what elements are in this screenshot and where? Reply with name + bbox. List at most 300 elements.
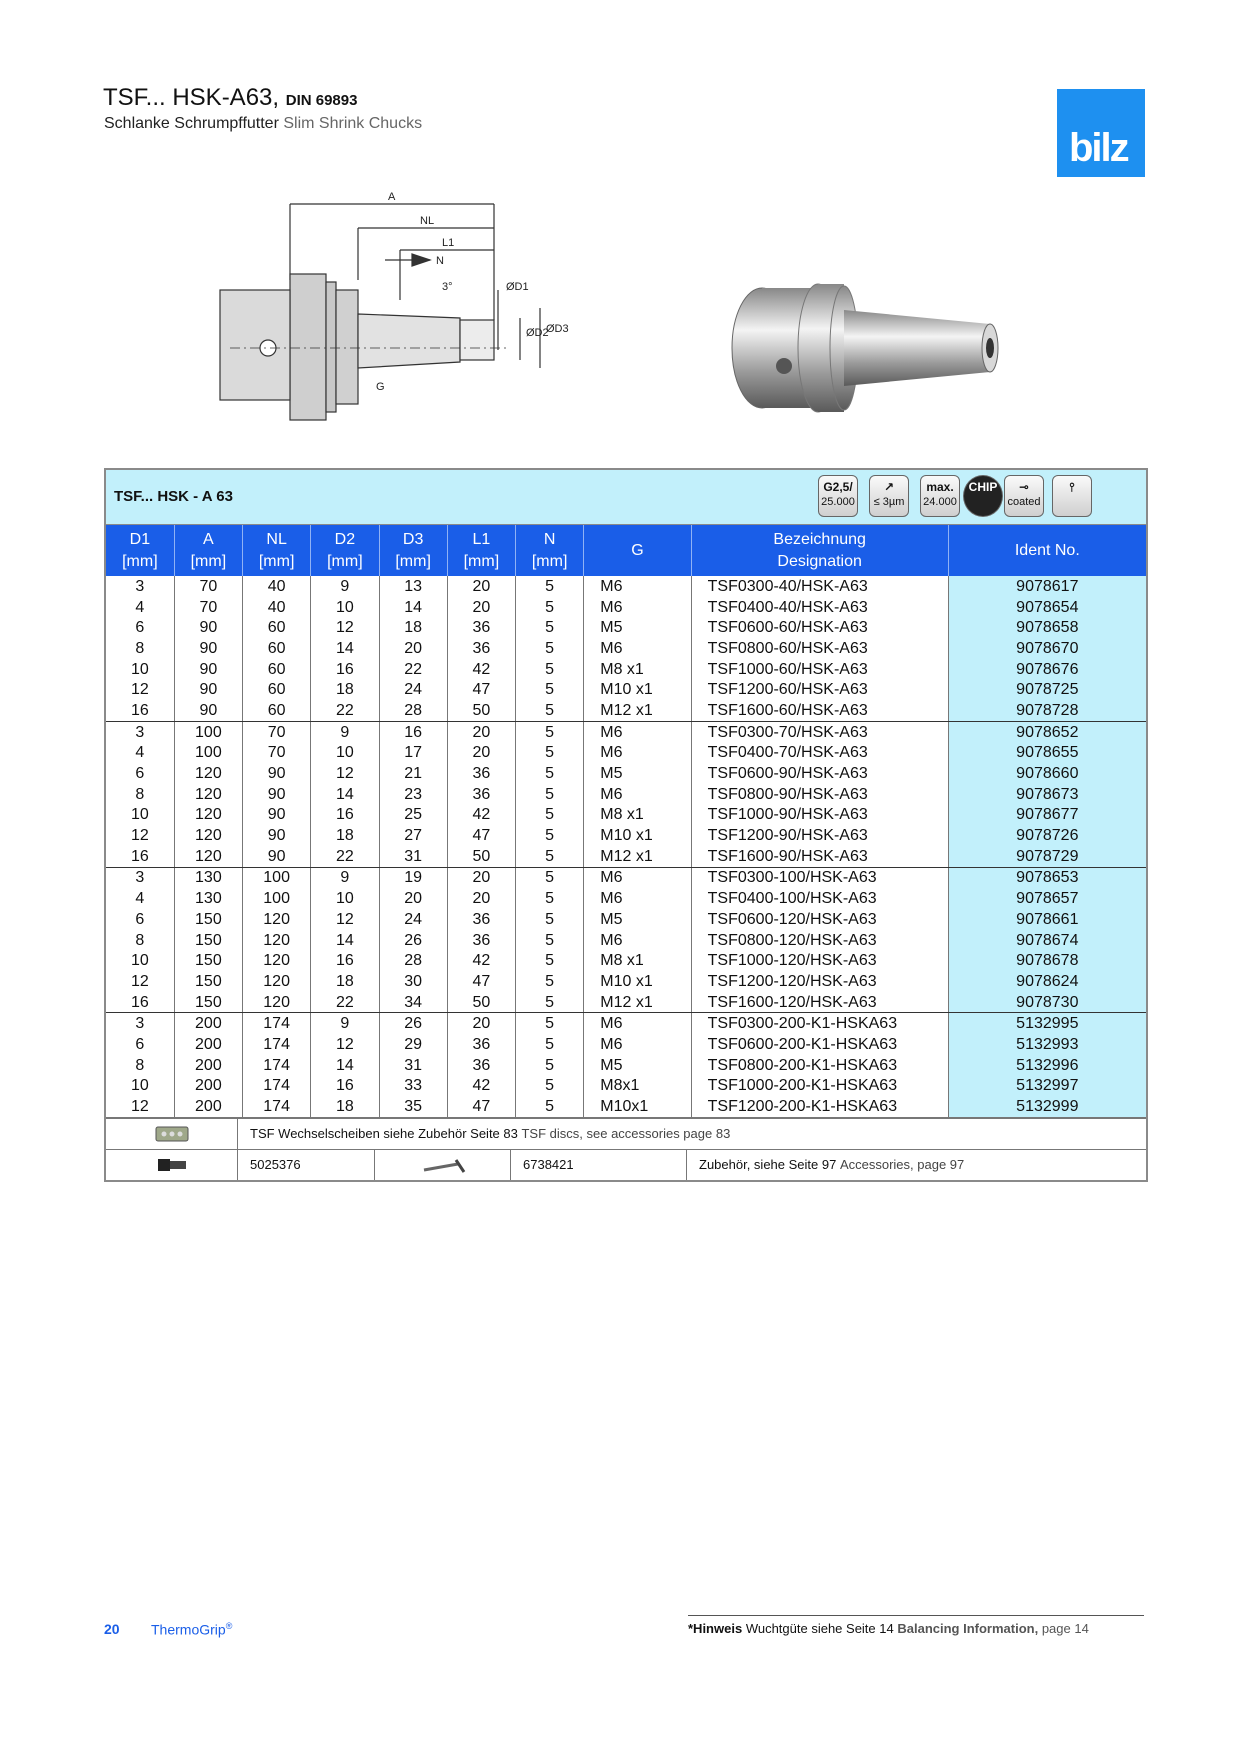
table-cell: 5 [516,888,584,909]
table-cell: 10 [106,1076,174,1097]
table-cell: 22 [379,659,447,680]
table-cell: M6 [584,743,691,764]
dim-angle-label: 3° [442,281,453,293]
column-header [584,525,691,576]
balance-icon [818,475,858,517]
table-cell: 70 [243,721,311,742]
table-cell: 9078624 [948,971,1146,992]
table-cell: 9078678 [948,950,1146,971]
accessories-text-en: Accessories, page 97 [839,1157,965,1173]
table-row [106,825,1146,846]
table-cell: 5132997 [948,1076,1146,1097]
column-header-label: L1 [472,530,491,548]
table-cell: 12 [311,909,379,930]
table-cell: TSF0600-200-K1-HSKA63 [691,1034,948,1055]
table-cell: M5 [584,909,691,930]
table-row [106,700,1146,721]
table-cell: 16 [311,950,379,971]
table-row [106,1013,1146,1034]
table-cell: M8 x1 [584,805,691,826]
screw-image [106,1150,238,1180]
table-cell: 120 [243,909,311,930]
column-header-unit: [mm] [531,552,568,570]
table-cell: 50 [447,846,515,867]
accessory-row-tools [106,1149,1146,1180]
table-cell: 10 [106,950,174,971]
footer-divider [688,1615,1144,1616]
screw-icon [152,1154,192,1176]
table-cell: TSF0600-90/HSK-A63 [691,763,948,784]
dim-d1-label: ØD1 [506,281,529,293]
table-cell: 24 [379,679,447,700]
table-cell: TSF0400-40/HSK-A63 [691,597,948,618]
table-cell: 36 [447,784,515,805]
table-cell: 174 [243,1034,311,1055]
table-cell: 5 [516,867,584,888]
table-cell: 9078729 [948,846,1146,867]
table-cell: 23 [379,784,447,805]
table-cell: M10 x1 [584,825,691,846]
table-row [106,721,1146,742]
table-cell: 22 [311,992,379,1013]
table-cell: 16 [311,805,379,826]
table-row [106,679,1146,700]
footer-brand [151,1621,232,1638]
table-cell: 9 [311,721,379,742]
table-cell: 90 [174,679,242,700]
table-cell: 20 [447,888,515,909]
table-cell: 5 [516,846,584,867]
table-cell: M5 [584,617,691,638]
column-header-label: D2 [334,530,356,548]
technical-drawing [210,190,610,430]
table-cell: 14 [379,597,447,618]
table-cell: 9078725 [948,679,1146,700]
discs-text [238,1119,730,1149]
table-cell: 20 [447,576,515,597]
table-cell: 30 [379,971,447,992]
table-cell: 5132995 [948,1013,1146,1034]
dim-d2-label: ØD2 [526,327,549,339]
table-cell: 5 [516,763,584,784]
icon-line1: ↗ [883,480,895,494]
table-cell: 47 [447,679,515,700]
table-cell: 9 [311,867,379,888]
table-cell: 5 [516,950,584,971]
table-cell: 12 [311,617,379,638]
coolant-icon [1052,475,1092,517]
table-cell: 16 [106,700,174,721]
table-cell: 21 [379,763,447,784]
table-row [106,597,1146,618]
table-cell: 9078654 [948,597,1146,618]
table-cell: 90 [243,763,311,784]
table-cell: 5 [516,679,584,700]
table-cell: 29 [379,1034,447,1055]
table-cell: 200 [174,1034,242,1055]
table-row [106,576,1146,597]
table-cell: 90 [243,825,311,846]
table-cell: 12 [106,971,174,992]
table-cell: 18 [311,825,379,846]
table-cell: 27 [379,825,447,846]
column-header-unit: [mm] [122,552,158,570]
table-cell: 5 [516,805,584,826]
table-cell: 22 [311,846,379,867]
table-cell: 9078657 [948,888,1146,909]
table-cell: 4 [106,743,174,764]
table-cell: 14 [311,784,379,805]
table-cell: 36 [447,1055,515,1076]
table-cell: 5 [516,638,584,659]
table-cell: 100 [174,743,242,764]
table-cell: 5 [516,659,584,680]
table-row [106,763,1146,784]
table-row [106,930,1146,951]
table-cell: 130 [174,888,242,909]
discs-icon [152,1124,192,1144]
table-row [106,1055,1146,1076]
table-cell: 90 [243,805,311,826]
icon-line1: ⊸ [1018,480,1030,494]
table-cell: TSF1000-90/HSK-A63 [691,805,948,826]
table-cell: 5 [516,617,584,638]
table-cell: M10 x1 [584,679,691,700]
accessory-row-discs [106,1118,1146,1149]
icon-line2: 25.000 [821,496,855,508]
table-cell: 36 [447,638,515,659]
table-cell: 60 [243,617,311,638]
table-row [106,617,1146,638]
table-cell: 60 [243,638,311,659]
table-cell: 16 [106,992,174,1013]
table-cell: 120 [174,763,242,784]
accessories-text [687,1150,964,1180]
table-cell: M8x1 [584,1076,691,1097]
table-cell: TSF1200-200-K1-HSKA63 [691,1096,948,1117]
table-cell: 3 [106,867,174,888]
table-cell: M6 [584,576,691,597]
table-cell: 42 [447,950,515,971]
table-cell: M6 [584,888,691,909]
discs-image [106,1119,238,1149]
table-cell: 9078652 [948,721,1146,742]
table-cell: 42 [447,1076,515,1097]
column-header-label: D1 [129,530,151,548]
table-cell: 60 [243,700,311,721]
table-cell: 100 [243,888,311,909]
table-cell: TSF0800-60/HSK-A63 [691,638,948,659]
table-cell: 120 [243,971,311,992]
column-header-label: Ident No. [1014,541,1080,559]
table-cell: 5 [516,992,584,1013]
spec-table [106,525,1146,1118]
table-cell: 5 [516,721,584,742]
table-cell: TSF0300-200-K1-HSKA63 [691,1013,948,1034]
table-cell: 90 [174,700,242,721]
table-cell: 9078658 [948,617,1146,638]
table-cell: 5 [516,930,584,951]
table-cell: 90 [174,659,242,680]
table-cell: 36 [447,1034,515,1055]
table-cell: 5 [516,784,584,805]
table-cell: TSF1600-60/HSK-A63 [691,700,948,721]
table-cell: TSF0800-120/HSK-A63 [691,930,948,951]
table-cell: 5132996 [948,1055,1146,1076]
table-row [106,784,1146,805]
icon-line1: CHIP [968,480,998,494]
table-cell: 28 [379,700,447,721]
table-cell: 150 [174,950,242,971]
table-cell: 90 [174,638,242,659]
table-header-row [106,525,1146,576]
table-cell: TSF1200-120/HSK-A63 [691,971,948,992]
table-row [106,971,1146,992]
column-header [106,525,174,576]
table-cell: 36 [447,909,515,930]
table-cell: TSF0800-200-K1-HSKA63 [691,1055,948,1076]
table-row [106,743,1146,764]
table-cell: 18 [311,1096,379,1117]
table-cell: 18 [311,971,379,992]
table-cell: 47 [447,825,515,846]
chip-icon [963,475,1003,517]
discs-text-en: TSF discs, see accessories page 83 [521,1126,731,1142]
table-cell: TSF0300-70/HSK-A63 [691,721,948,742]
table-cell: 174 [243,1096,311,1117]
table-cell: 40 [243,576,311,597]
table-row [106,1076,1146,1097]
subtitle-de: Schlanke Schrumpffutter [104,115,279,132]
column-header [243,525,311,576]
table-cell: 6 [106,763,174,784]
table-cell: 28 [379,950,447,971]
table-cell: 9078661 [948,909,1146,930]
table-cell: 8 [106,930,174,951]
table-cell: 12 [311,763,379,784]
accessories-text-de: Zubehör, siehe Seite 97 [699,1157,837,1173]
table-cell: 90 [174,617,242,638]
icon-line2: 24.000 [923,496,957,508]
table-cell: TSF0300-100/HSK-A63 [691,867,948,888]
product-table [104,468,1148,1182]
table-cell: 4 [106,597,174,618]
table-cell: M8 x1 [584,659,691,680]
hint-en-bold: Balancing Information, [897,1621,1039,1636]
table-row [106,805,1146,826]
column-header-label: N [543,530,556,548]
table-cell: M10 x1 [584,971,691,992]
table-cell: 8 [106,1055,174,1076]
table-cell: M6 [584,721,691,742]
table-cell: 9078677 [948,805,1146,826]
table-cell: 22 [311,700,379,721]
table-row [106,950,1146,971]
column-header [691,525,948,576]
hex-key-icon [418,1154,468,1176]
table-cell: 16 [379,721,447,742]
table-cell: TSF0600-60/HSK-A63 [691,617,948,638]
runout-icon [869,475,909,517]
table-cell: 200 [174,1013,242,1034]
table-cell: 90 [243,846,311,867]
column-header [311,525,379,576]
column-header-label: A [203,530,214,548]
table-row [106,638,1146,659]
table-cell: TSF1200-60/HSK-A63 [691,679,948,700]
table-cell: TSF0300-40/HSK-A63 [691,576,948,597]
table-cell: M6 [584,1034,691,1055]
table-cell: 20 [447,743,515,764]
icon-line2: coated [1007,496,1041,508]
table-cell: 50 [447,992,515,1013]
table-cell: 200 [174,1096,242,1117]
table-cell: 5 [516,700,584,721]
table-cell: 70 [174,597,242,618]
table-cell: 100 [174,721,242,742]
table-cell: 70 [174,576,242,597]
table-cell: TSF1200-90/HSK-A63 [691,825,948,846]
table-cell: 120 [174,784,242,805]
table-cell: 14 [311,638,379,659]
table-cell: 16 [106,846,174,867]
table-cell: 14 [311,930,379,951]
table-row [106,846,1146,867]
table-row [106,659,1146,680]
table-cell: M8 x1 [584,950,691,971]
table-cell: 150 [174,909,242,930]
table-cell: 31 [379,1055,447,1076]
table-cell: 26 [379,930,447,951]
table-cell: TSF1000-200-K1-HSKA63 [691,1076,948,1097]
discs-text-de: TSF Wechselscheiben siehe Zubehör Seite 83 [250,1126,518,1142]
band-title: TSF... HSK - A 63 [114,488,233,505]
table-cell: 120 [243,930,311,951]
table-cell: 10 [311,888,379,909]
column-header [447,525,515,576]
table-row [106,888,1146,909]
table-cell: 120 [243,950,311,971]
table-cell: 150 [174,992,242,1013]
table-cell: TSF0400-70/HSK-A63 [691,743,948,764]
table-cell: 5132993 [948,1034,1146,1055]
table-cell: 9078674 [948,930,1146,951]
table-cell: M6 [584,930,691,951]
table-cell: 174 [243,1076,311,1097]
table-cell: 20 [447,597,515,618]
table-cell: 18 [311,679,379,700]
table-cell: 33 [379,1076,447,1097]
table-cell: M6 [584,1013,691,1034]
brand-mark: ® [225,1621,233,1631]
table-band [106,470,1146,525]
table-cell: 16 [311,1076,379,1097]
table-cell: M6 [584,597,691,618]
table-cell: 9078730 [948,992,1146,1013]
table-cell: 10 [311,597,379,618]
table-cell: TSF1600-90/HSK-A63 [691,846,948,867]
table-cell: 42 [447,805,515,826]
column-header-unit: [mm] [463,552,500,570]
table-cell: 174 [243,1013,311,1034]
bilz-logo [1057,89,1145,177]
table-cell: 20 [379,638,447,659]
table-cell: TSF0400-100/HSK-A63 [691,888,948,909]
table-cell: 120 [174,825,242,846]
column-header [379,525,447,576]
table-cell: 9078670 [948,638,1146,659]
table-cell: 47 [447,1096,515,1117]
table-row [106,909,1146,930]
column-header-unit: Designation [777,552,862,570]
table-row [106,867,1146,888]
table-cell: M5 [584,1055,691,1076]
dim-nl-label: NL [420,215,435,227]
table-cell: 10 [106,659,174,680]
table-cell: 5 [516,971,584,992]
table-cell: 26 [379,1013,447,1034]
table-cell: 20 [447,721,515,742]
table-cell: 42 [447,659,515,680]
dim-g-label: G [376,381,385,393]
table-cell: 5 [516,1034,584,1055]
table-cell: 5 [516,909,584,930]
table-cell: 200 [174,1055,242,1076]
table-row [106,1034,1146,1055]
table-cell: 9078673 [948,784,1146,805]
table-cell: 17 [379,743,447,764]
table-cell: 18 [379,617,447,638]
table-cell: 4 [106,888,174,909]
table-cell: M6 [584,784,691,805]
table-cell: 20 [379,888,447,909]
table-cell: 3 [106,1013,174,1034]
table-cell: 90 [243,784,311,805]
page-title [103,84,357,112]
table-cell: 120 [243,992,311,1013]
table-cell: M6 [584,638,691,659]
table-cell: 24 [379,909,447,930]
title-din: DIN 69893 [285,92,358,109]
table-cell: 9078653 [948,867,1146,888]
column-header-unit: [mm] [190,552,227,570]
table-cell: 150 [174,930,242,951]
table-cell: TSF1000-60/HSK-A63 [691,659,948,680]
dim-d3-label: ØD3 [546,323,569,335]
column-header-unit: [mm] [327,552,363,570]
table-cell: 9078660 [948,763,1146,784]
table-row [106,1096,1146,1117]
table-cell: 13 [379,576,447,597]
column-header [948,525,1146,576]
column-header-label: G [631,541,644,559]
table-cell: 19 [379,867,447,888]
table-cell: 5 [516,1055,584,1076]
table-cell: 16 [311,659,379,680]
column-header [516,525,584,576]
column-header-label: Bezeichnung [773,530,866,548]
table-cell: M6 [584,867,691,888]
key-ident: 6738421 [511,1150,687,1180]
table-cell: 150 [174,971,242,992]
table-cell: 14 [311,1055,379,1076]
table-cell: 31 [379,846,447,867]
table-cell: 5 [516,1013,584,1034]
table-cell: 12 [106,825,174,846]
table-cell: 174 [243,1055,311,1076]
dim-n-label: N [436,255,444,267]
dim-a-label: A [388,191,396,203]
